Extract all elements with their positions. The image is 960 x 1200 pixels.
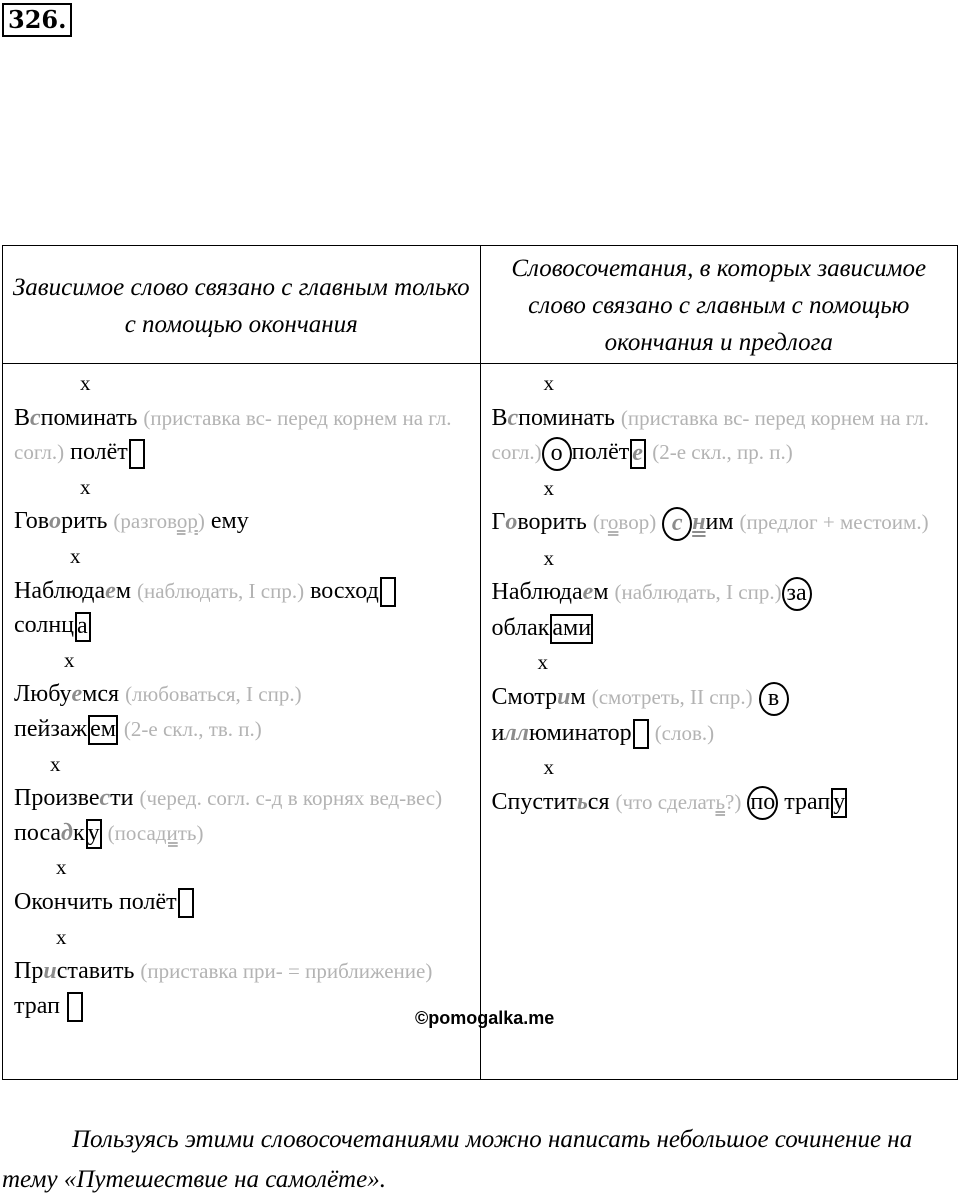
right-column	[481, 364, 958, 820]
x-mark: x	[543, 475, 554, 500]
header-right: Словосочетания, в которых зависимое слово связано с главным с помощью окончания и предлога	[480, 246, 958, 364]
x-mark: x	[537, 650, 548, 675]
left-row-5: Произвести (черед. согл. с-д в корнях вед-вес) посадк у (посадить)	[14, 781, 480, 850]
ending-box: у	[86, 819, 102, 849]
header-left: Зависимое слово связано с главным только с помощью окончания	[3, 246, 481, 364]
left-row-7: Приставить (приставка при- = приближение) трап	[14, 954, 480, 1023]
ending-box	[67, 992, 83, 1022]
preposition-circle: за	[782, 577, 812, 611]
x-mark: x	[543, 545, 554, 570]
left-row-3: Наблюдаем (наблюдать, I спр.) восход солнц а	[14, 574, 480, 643]
right-row-2: Говорить (говор) с ним (предлог + местоим.)	[492, 505, 958, 540]
preposition-circle: с	[662, 507, 692, 541]
preposition-circle: о	[542, 437, 572, 471]
ending-box: ем	[88, 715, 118, 745]
x-mark: x	[70, 543, 81, 568]
watermark: ©pomogalka.me	[415, 1008, 555, 1028]
right-row-4: Смотрим (смотреть, II спр.) в иллюминатор (слов.)	[492, 680, 958, 750]
ending-box	[178, 888, 194, 918]
x-mark: x	[543, 371, 554, 395]
exercise-number: 326.	[2, 3, 72, 37]
left-row-4: Любуемся (любоваться, I спр.) пейзаж ем (2-е скл., тв. п.)	[14, 677, 480, 746]
phrase-table	[2, 245, 958, 1080]
preposition-circle: по	[747, 786, 778, 820]
x-mark: x	[56, 855, 67, 880]
left-row-6: Окончить полёт	[14, 885, 480, 920]
x-mark: x	[543, 755, 554, 780]
ending-box	[129, 439, 145, 469]
x-mark: x	[80, 371, 91, 395]
preposition-circle: в	[759, 682, 789, 716]
ending-box: а	[75, 612, 91, 642]
right-row-5: Спуститься (что сделать?) по трап у	[492, 785, 958, 820]
left-column	[3, 364, 480, 1023]
left-row-1: Вспоминать (приставка вс- перед корнем на гл. согл.) полёт	[14, 401, 480, 470]
footer-text: Пользуясь этими словосочетаниями можно написать небольшое сочинение на тему «Путешествие на самолёте».	[2, 1126, 913, 1193]
x-mark: x	[80, 474, 91, 499]
ending-box	[380, 577, 396, 607]
right-row-1: Вспоминать (приставка вс- перед корнем на гл. согл.) о полёт е (2-е скл., пр. п.)	[492, 401, 958, 471]
x-mark: x	[56, 924, 67, 949]
ending-box: е	[630, 439, 646, 469]
ending-box: ами	[550, 614, 593, 644]
left-row-2: Говорить (разговор) ему	[14, 508, 249, 535]
x-mark: x	[50, 751, 61, 776]
ending-box	[633, 719, 649, 749]
right-row-3: Наблюдаем (наблюдать, I спр.) за облак ами	[492, 575, 958, 645]
x-mark: x	[64, 647, 75, 672]
ending-box: у	[831, 788, 847, 818]
